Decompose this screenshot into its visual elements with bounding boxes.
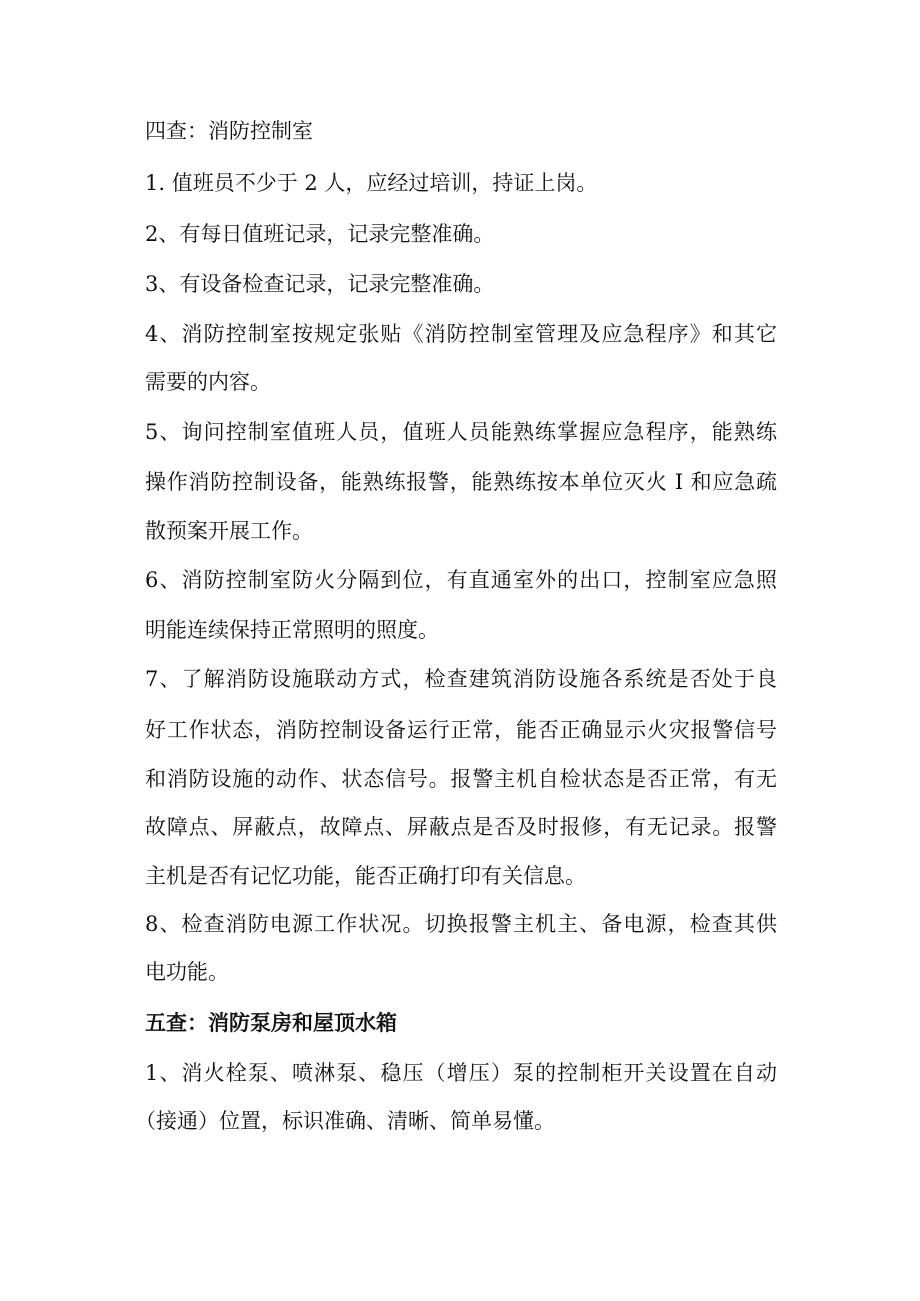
item-1-line: 1. 值班员不少于 2 人，应经过培训，持证上岗。 xyxy=(145,171,598,195)
item-4-line: 4、消防控制室按规定张贴《消防控制室管理及应急程序》和其它 xyxy=(145,322,777,346)
item-5-line: 5、询问控制室值班人员，值班人员能熟练掌握应急程序，能熟练 xyxy=(145,420,777,444)
item-6-line: 6、消防控制室防火分隔到位，有直通室外的出口，控制室应急照 xyxy=(145,568,777,592)
item-1-line: （接通）位置，标识准确、清晰、简单易懂。 xyxy=(135,1109,555,1133)
item-6-line: 明能连续保持正常照明的照度。 xyxy=(145,618,439,642)
section-heading: 五查：消防泵房和屋顶水箱 xyxy=(145,1011,397,1035)
item-5-line: 散预案开展工作。 xyxy=(145,519,313,543)
item-8-line: 8、检查消防电源工作状况。切换报警主机主、备电源，检查其供 xyxy=(145,912,777,936)
item-7-line: 好工作状态，消防控制设备运行正常，能否正确显示火灾报警信号 xyxy=(145,718,777,742)
item-7-line: 主机是否有记忆功能，能否正确打印有关信息。 xyxy=(145,864,586,888)
item-8-line: 电功能。 xyxy=(145,960,229,984)
item-5-line: 操作消防控制设备，能熟练报警，能熟练按本单位灭火 I 和应急疏 xyxy=(145,470,777,494)
item-3-line: 3、有设备检查记录，记录完整准确。 xyxy=(145,272,495,296)
section-heading: 四查：消防控制室 xyxy=(145,119,313,143)
item-2-line: 2、有每日值班记录，记录完整准确。 xyxy=(145,222,495,246)
item-7-line: 7、了解消防设施联动方式，检查建筑消防设施各系统是否处于良 xyxy=(145,667,777,691)
item-7-line: 故障点、屏蔽点，故障点、屏蔽点是否及时报修，有无记录。报警 xyxy=(145,815,777,839)
item-4-line: 需要的内容。 xyxy=(145,370,271,394)
item-1-line: 1、消火栓泵、喷淋泵、稳压（增压）泵的控制柜开关设置在自动 xyxy=(145,1061,777,1085)
item-7-line: 和消防设施的动作、状态信号。报警主机自检状态是否正常，有无 xyxy=(145,767,777,791)
